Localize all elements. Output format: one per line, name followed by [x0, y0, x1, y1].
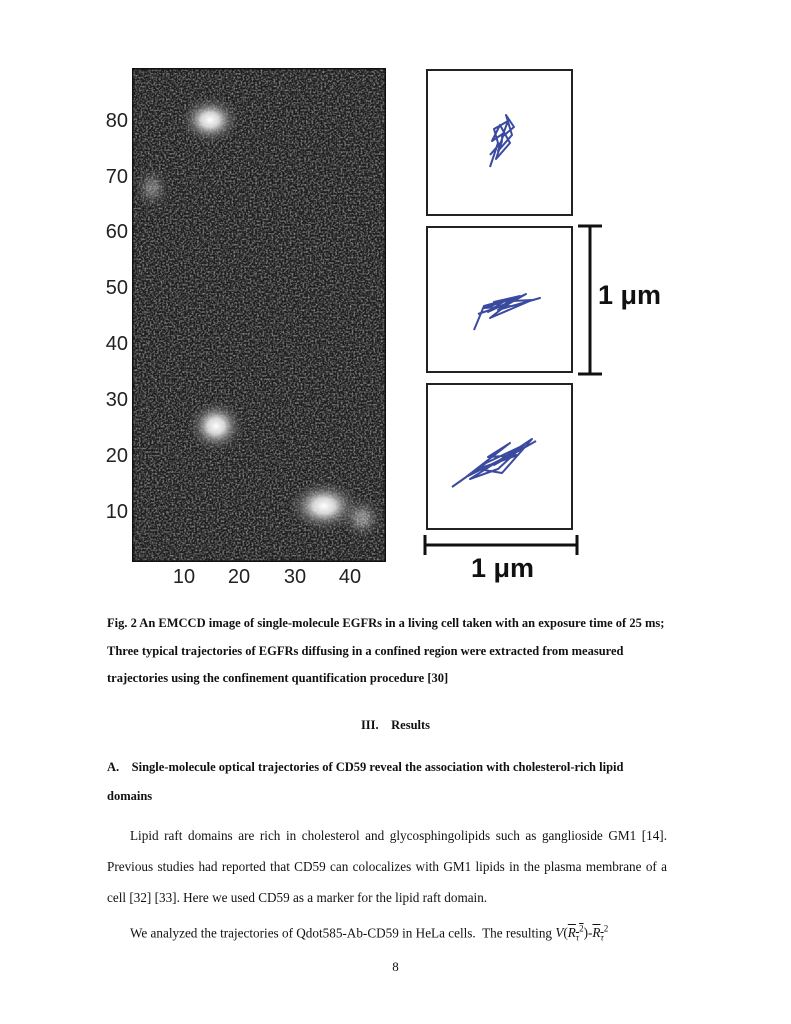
y-tick-label: 10	[105, 501, 128, 523]
emccd-image	[132, 68, 386, 562]
trajectory-panel-2	[426, 226, 573, 373]
x-tick-label: 20	[227, 566, 251, 588]
y-tick-label: 60	[105, 221, 128, 243]
trajectory-panel-3	[426, 383, 573, 530]
trajectory-3	[428, 385, 571, 528]
trajectory-panel-1	[426, 69, 573, 216]
subsection-heading: A. Single-molecule optical trajectories of CD59 reveal the association with cholesterol-rich lipid domains	[107, 760, 627, 803]
y-tick-label: 70	[105, 166, 128, 188]
trajectory-2	[428, 228, 571, 371]
paragraph-text: We analyzed the trajectories of Qdot585-Ab-CD59 in HeLa cells. The resulting	[130, 925, 553, 941]
y-tick-label: 80	[105, 110, 128, 132]
x-tick-label: 10	[172, 566, 196, 588]
x-tick-label: 30	[283, 566, 307, 588]
paragraph: Lipid raft domains are rich in cholesterol and glycosphingolipids such as ganglioside GM1 [14]. Previous studies had reported that CD59 can colocalizes with GM1 lipids in the plasma membrane of a cell [32] [33]. Here we used CD59 as a marker for the lipid raft domain.	[107, 828, 667, 905]
trajectory-1	[428, 71, 571, 214]
figure-caption: Fig. 2 An EMCCD image of single-molecule EGFRs in a living cell taken with an exposure time of 25 ms; Three typical trajectories of EGFRs diffusing in a confined region were extracted from measured trajectories using the confinement quantification procedure [30]	[107, 616, 665, 685]
scale-bar-horizontal-label: 1 μm	[471, 553, 535, 583]
math-expression: $V(R_\tau^2)-R_\tau^2$	[555, 924, 609, 944]
scale-bar-vertical-label: 1 μm	[598, 280, 662, 310]
y-tick-label: 50	[105, 277, 128, 299]
y-tick-label: 40	[105, 333, 128, 355]
x-tick-label: 40	[338, 566, 362, 588]
y-tick-label: 20	[105, 445, 128, 467]
page-number: 8	[392, 959, 399, 974]
paragraph	[130, 914, 667, 954]
y-tick-label: 30	[105, 389, 128, 411]
section-heading: III. Results	[360, 718, 431, 732]
